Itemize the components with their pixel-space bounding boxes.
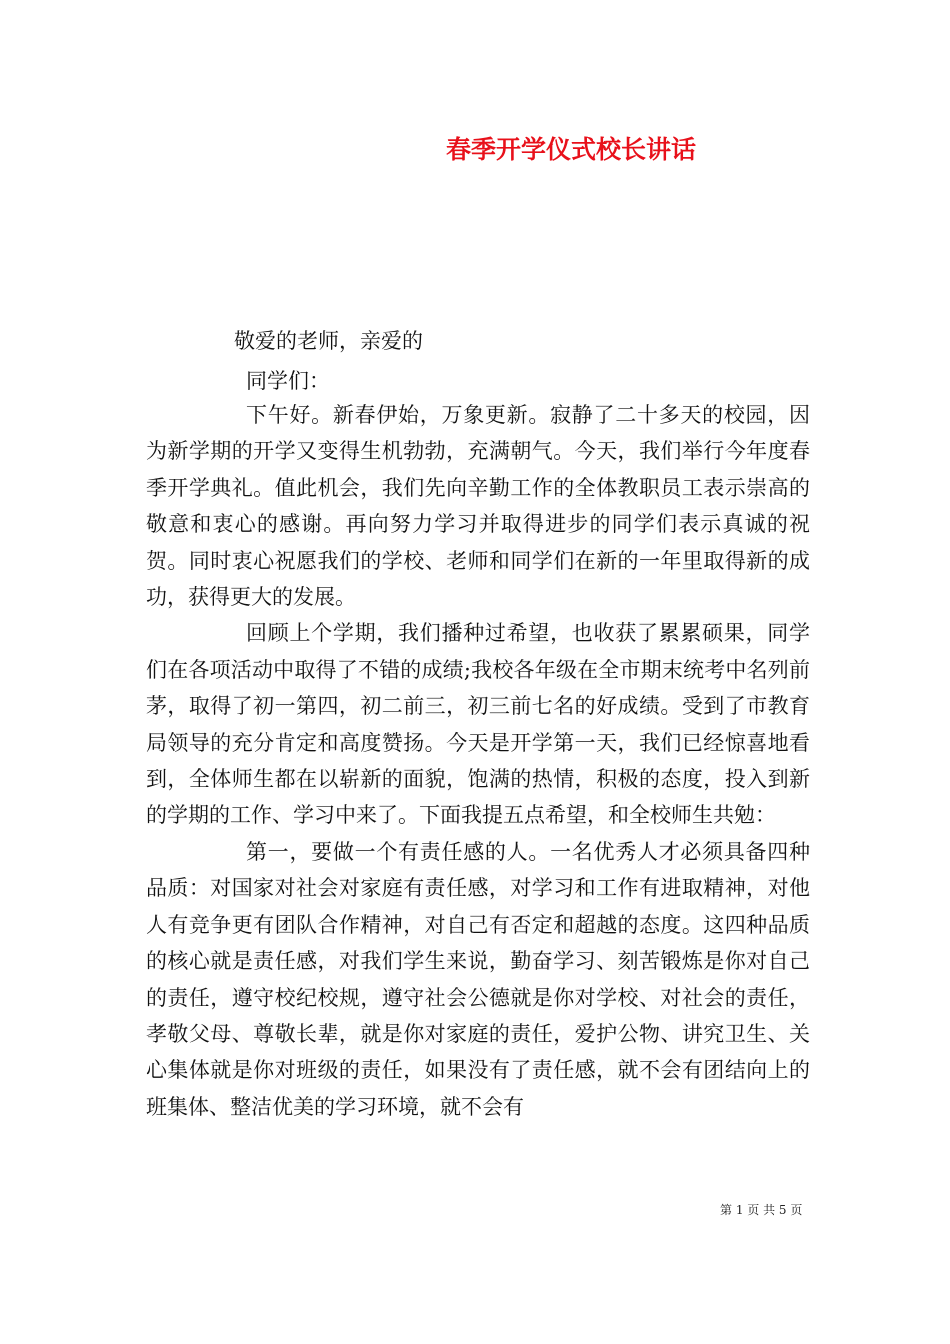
paragraph-2: 回顾上个学期，我们播种过希望，也收获了累累硕果，同学们在各项活动中取得了不错的成绩;我校各年级在全市期末统考中名列前茅，取得了初一第四，初二前三，初三前七名的好成绩。受到了市教育局领导的充分肯定和高度赞扬。今天是开学第一天，我们已经惊喜地看到，全体师生都在以崭新的面貌，饱满的热情，积极的态度，投入到新的学期的工作、学习中来了。下面我提五点希望，和全校师生共勉： — [146, 621, 810, 828]
salutation-line-1: 敬爱的老师，亲爱的 — [234, 329, 423, 353]
paragraph-3: 第一，要做一个有责任感的人。一名优秀人才必须具备四种品质：对国家对社会对家庭有责任感，对学习和工作有进取精神，对他人有竞争更有团队合作精神，对自己有否定和超越的态度。这四种品质的核心就是责任感，对我们学生来说，勤奋学习、刻苦锻炼是你对自己的责任，遵守校纪校规，遵守社会公德就是你对学校、对社会的责任，孝敬父母、尊敬长辈，就是你对家庭的责任，爱护公物、讲究卫生、关心集体就是你对班级的责任，如果没有了责任感，就不会有团结向上的班集体、整洁优美的学习环境，就不会有 — [146, 839, 810, 1119]
document-title: 春季开学仪式校长讲话 — [446, 135, 697, 164]
salutation-line-2: 同学们： — [246, 369, 330, 393]
paragraph-1: 下午好。新春伊始，万象更新。寂静了二十多天的校园，因为新学期的开学又变得生机勃勃，充满朝气。今天，我们举行今年度春季开学典礼。值此机会，我们先向辛勤工作的全体教职员工表示崇高的敬意和衷心的感谢。再向努力学习并取得进步的同学们表示真诚的祝贺。同时衷心祝愿我们的学校、老师和同学们在新的一年里取得新的成功，获得更大的发展。 — [146, 403, 810, 610]
document-body — [146, 397, 810, 1125]
page-number: 第 1 页 共 5 页 — [720, 1203, 803, 1217]
